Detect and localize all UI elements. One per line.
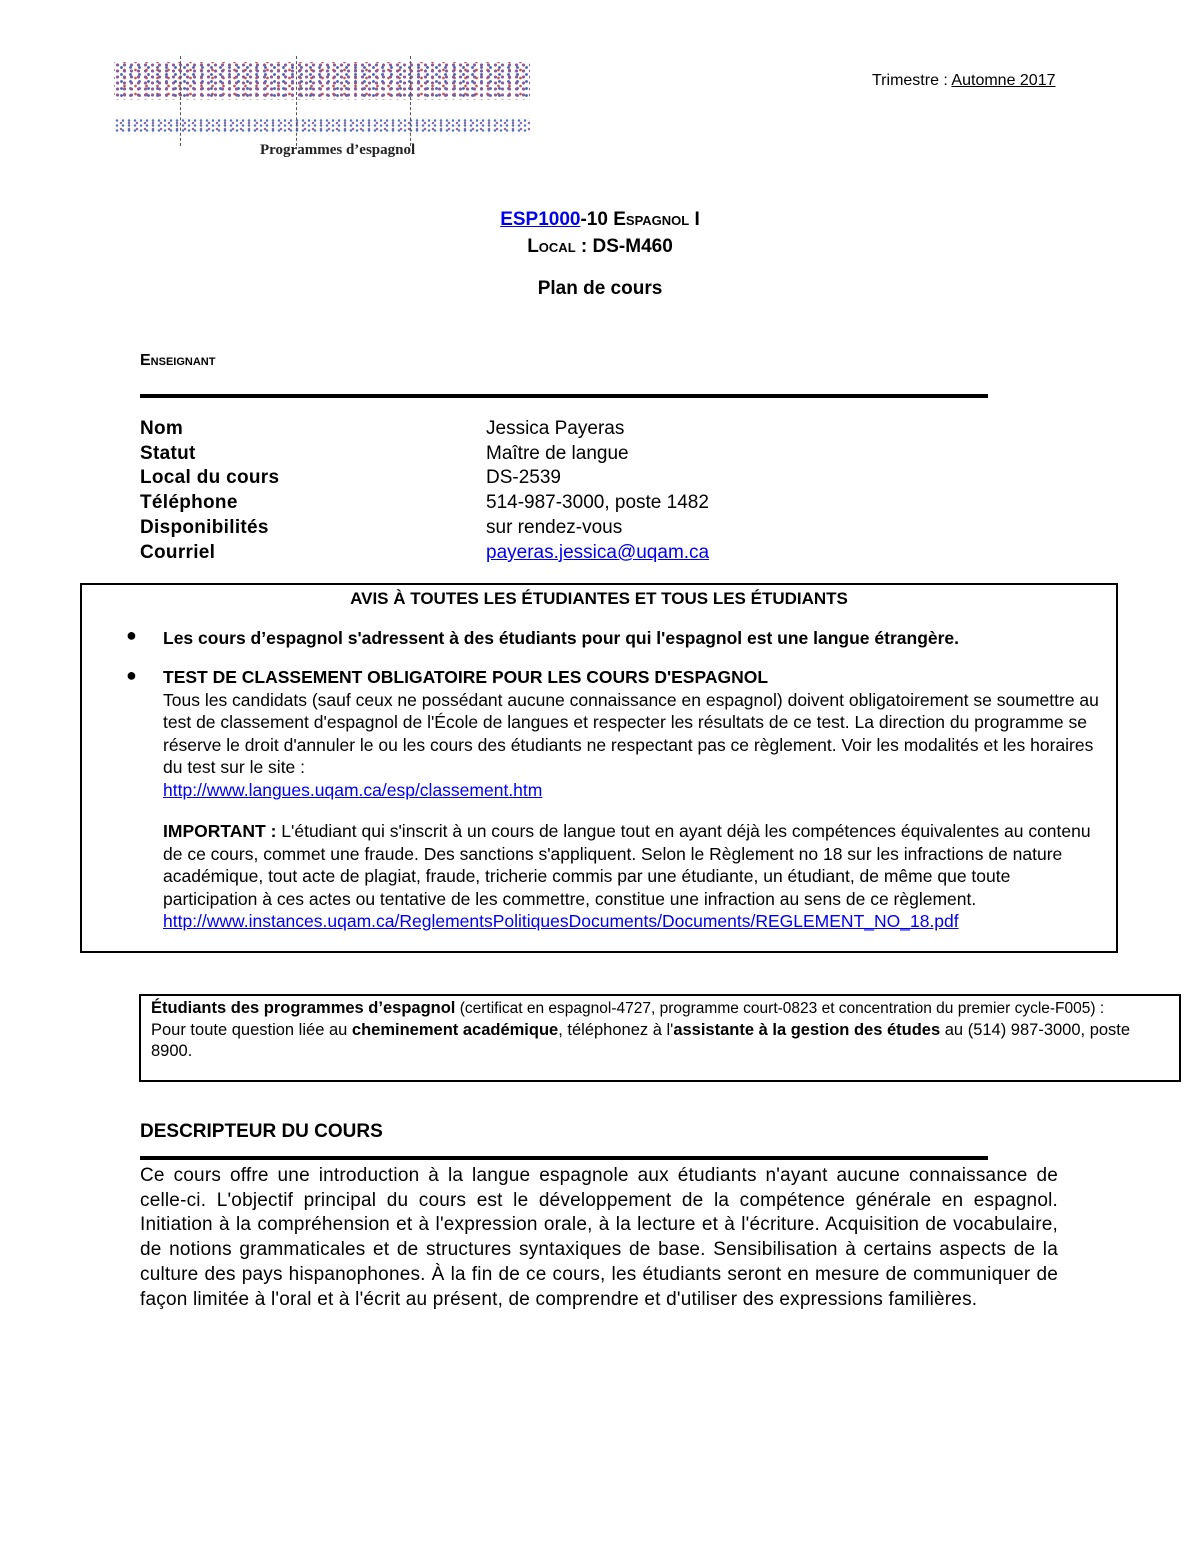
programmes-bold-1: Étudiants des programmes d’espagnol — [151, 999, 456, 1017]
course-code-link[interactable]: ESP1000 — [500, 209, 581, 230]
info-value: Jessica Payeras — [486, 418, 625, 439]
avis-item-2-title: TEST DE CLASSEMENT OBLIGATOIRE POUR LES COURS D'ESPAGNOL — [163, 667, 769, 687]
logo-graphic-bottom — [114, 118, 530, 134]
info-row-telephone — [140, 492, 840, 517]
info-value: DS-2539 — [486, 467, 561, 488]
avis-box — [80, 583, 1118, 953]
enseignant-heading: Enseignant — [140, 352, 216, 369]
info-row-nom — [140, 418, 840, 443]
avis-item-2-body: Tous les candidats (sauf ceux ne possédant aucune connaissance en espagnol) doivent obligatoirement se soumettre au test de classement d'espagnol de l'École de langues et respecter les résultats de ce test. La direction du programme se réserve le droit d'annuler le ou les cours des étudiants ne respectant pas ce règlement. Voir les modalités et les horaires du test sur le site : — [163, 689, 1099, 777]
trimestre-label: Trimestre : — [872, 72, 948, 89]
descripteur-body: Ce cours offre une introduction à la langue espagnole aux étudiants n'ayant aucune connaissance de celle-ci. L'objectif principal du cours est le développement de la compétence générale en espagnol. Initiation à la compréhension et à l'expression orale, à la lecture et à l'écriture. Acquisition de vocabulaire, de notions grammaticales et de structures syntaxiques de base. Sensibilisation à certains aspects de la culture des pays hispanophones. À la fin de ce cours, les étudiants seront en mesure de communiquer de façon limitée à l'oral et à l'écrit au présent, de comprendre et d'utiliser des expressions familières. — [140, 1165, 1058, 1310]
reglement-link[interactable]: http://www.instances.uqam.ca/ReglementsPolitiquesDocuments/Documents/REGLEMENT_NO_18.pdf — [163, 911, 959, 931]
bullet-icon: ● — [126, 665, 137, 685]
important-body: L'étudiant qui s'inscrit à un cours de langue tout en ayant déjà les compétences équivalentes au contenu de ce cours, commet une fraude. Des sanctions s'appliquent. Selon le Règlement no 18 sur les infractions de nature académique, tout acte de plagiat, fraude, tricherie commis par une étudiante, un étudiant, de même que toute participation à ces actes ou tentative de les commettre, constitue une infraction au sens de ce règlement. — [163, 821, 1091, 909]
logo-caption: Programmes d’espagnol — [260, 142, 416, 158]
avis-item-2 — [163, 666, 1108, 801]
info-label: Disponibilités — [140, 517, 269, 538]
info-label: Courriel — [140, 542, 216, 563]
course-local-label: Local — [527, 236, 576, 257]
course-name: Espagnol I — [613, 209, 700, 230]
info-row-disponibilites — [140, 517, 840, 542]
classement-link[interactable]: http://www.langues.uqam.ca/esp/classement.htm — [163, 779, 543, 800]
section-rule — [140, 1156, 988, 1160]
info-value: sur rendez-vous — [486, 517, 623, 538]
info-label: Statut — [140, 443, 196, 464]
bullet-icon: ● — [126, 625, 137, 645]
section-rule — [140, 394, 988, 398]
avis-item-1-text: Les cours d’espagnol s'adressent à des étudiants pour qui l'espagnol est une langue étrangère. — [163, 628, 960, 648]
programmes-text-4: au (514) 987-3000, poste 8900. — [151, 1020, 1131, 1060]
logo-graphic-top — [114, 62, 530, 100]
logo-divider — [180, 56, 181, 146]
programmes-box — [139, 994, 1181, 1082]
programmes-text-1: (certificat en espagnol-4727, programme court-0823 et concentration du premier cycle-F005) : — [455, 1000, 1105, 1017]
info-row-local — [140, 467, 840, 492]
avis-important — [163, 820, 1108, 933]
info-row-courriel — [140, 542, 840, 567]
course-title — [0, 209, 1200, 231]
uqam-logo — [114, 56, 530, 158]
trimestre — [872, 72, 1056, 90]
email-link[interactable]: payeras.jessica@uqam.ca — [486, 542, 710, 563]
avis-title: AVIS À TOUTES LES ÉTUDIANTES ET TOUS LES ÉTUDIANTS — [350, 589, 848, 608]
info-value: 514-987-3000, poste 1482 — [486, 492, 709, 513]
descripteur-heading: DESCRIPTEUR DU COURS — [140, 1121, 383, 1142]
course-local — [0, 236, 1200, 258]
info-row-statut — [140, 443, 840, 468]
important-label: IMPORTANT : — [163, 821, 277, 841]
plan-title: Plan de cours — [537, 278, 663, 299]
info-label: Local du cours — [140, 467, 280, 488]
programmes-text-3: , téléphonez à l' — [558, 1020, 674, 1039]
trimestre-value: Automne 2017 — [951, 72, 1056, 89]
course-local-value: : DS-M460 — [575, 236, 673, 257]
info-label: Téléphone — [140, 492, 238, 513]
logo-divider — [296, 56, 297, 146]
info-value: Maître de langue — [486, 443, 629, 464]
programmes-text-2: Pour toute question liée au — [151, 1020, 352, 1039]
avis-item-1 — [163, 627, 1108, 650]
info-label: Nom — [140, 418, 184, 439]
course-code-suffix: -10 — [580, 209, 614, 230]
logo-divider — [410, 56, 411, 146]
programmes-bold-2: cheminement académique — [351, 1020, 559, 1039]
programmes-bold-3: assistante à la gestion des études — [673, 1020, 941, 1039]
